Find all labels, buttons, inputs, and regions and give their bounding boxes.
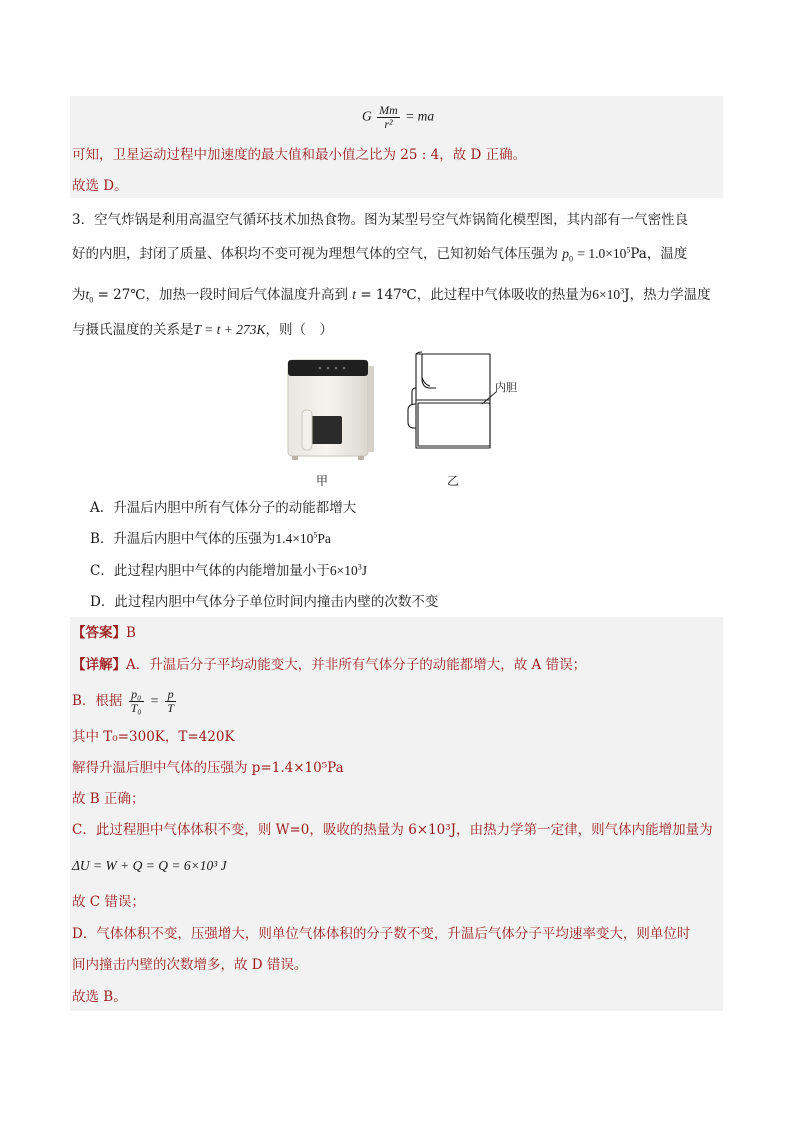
detail-d-line1: D．气体体积不变，压强增大，则单位气体体积的分子数不变，升温后气体分子平均速率变大，则单位时	[72, 926, 691, 942]
air-fryer-diagram	[400, 348, 540, 463]
answer-label: 【答案】	[72, 625, 126, 641]
option-d: D．此过程内胆中气体分子单位时间内撞击内壁的次数不变	[90, 594, 439, 610]
formula-num: Mm	[379, 103, 398, 117]
formula-g: G	[362, 108, 372, 124]
air-fryer-photo	[280, 352, 390, 467]
q3-t: t	[352, 287, 357, 302]
question-line-3	[72, 285, 711, 305]
top-conclusion: 可知，卫星运动过程中加速度的最大值和最小值之比为 25 : 4，故 D 正确。	[72, 147, 527, 163]
q2-unit: Pa，温度	[630, 246, 688, 262]
detail-b-intro: B．根据 $\frac{\text{p₀}}{\text{T₀}}$ = $\frac{p}{T}$	[72, 687, 174, 715]
q3-heat: $6\times 10^3$	[592, 286, 625, 302]
option-b-value: $1.4\times 10^5Pa$	[275, 530, 331, 546]
detail-b-conclusion: 故 B 正确；	[72, 791, 145, 807]
q3-value2: = 147℃，此过程中气体吸收的热量为	[360, 287, 593, 303]
formula-den: r²	[384, 117, 393, 131]
detail-a	[72, 655, 586, 675]
solution-shade-bottom	[70, 617, 723, 1011]
q3-value: = 27℃，加热一段时间后气体温度升高到	[97, 287, 348, 303]
top-choice: 故选 D。	[72, 178, 128, 194]
answer-value: B	[126, 625, 136, 641]
q2-p0: $p_0$	[562, 246, 574, 264]
detail-c-conclusion: 故 C 错误；	[72, 894, 145, 910]
option-b-text: B．升温后内胆中气体的压强为	[90, 531, 276, 547]
detail-a-text: A．升温后分子平均动能变大，并非所有气体分子的动能都增大，故 A 错误；	[126, 657, 587, 673]
option-c-text: C．此过程内胆中气体的内能增加量小于	[90, 563, 330, 579]
label-yi: 乙	[447, 474, 460, 488]
q4-text: 与摄氏温度的关系是	[72, 322, 194, 338]
option-b	[90, 529, 331, 549]
detail-final: 故选 B。	[72, 989, 127, 1005]
answer-line	[72, 623, 136, 643]
label-jia: 甲	[316, 474, 329, 488]
question-line-4	[72, 320, 333, 340]
question-line-2	[72, 244, 687, 264]
detail-d-line2: 间内撞击内壁的次数增多，故 D 错误。	[72, 957, 308, 973]
formula-fraction	[377, 104, 400, 131]
option-c-value: $6\times 10^3J$	[329, 562, 367, 578]
q3-text: 为	[72, 287, 86, 303]
detail-b-intro-text: B．根据	[72, 693, 123, 709]
q2-text: 好的内胆，封闭了质量、体积均不变可视为理想气体的空气，已知初始气体压强为	[72, 246, 558, 262]
gravity-formula	[362, 104, 434, 131]
detail-b-frac-left: $\frac{\text{p₀}}{\text{T₀}}$	[130, 687, 142, 715]
option-a: A．升温后内胆中所有气体分子的动能都增大	[90, 500, 357, 516]
q2-value: = $1.0\times 10^5$	[577, 245, 631, 261]
q4-formula: T = t + 273K	[193, 322, 266, 337]
detail-label: 【详解】	[72, 657, 126, 673]
q3-end: J，热力学温度	[624, 287, 711, 303]
detail-c-formula: ΔU = W + Q = Q = 6×10³ J	[72, 858, 227, 873]
detail-b-where: 其中 T₀=300K，T=420K	[72, 729, 235, 745]
option-c	[90, 561, 367, 581]
q3-t0: $t_0$	[85, 287, 94, 305]
formula-rhs: = ma	[405, 108, 435, 124]
question-line-1: 3．空气炸锅是利用高温空气循环技术加热食物。图为某型号空气炸锅简化模型图，其内部有一气密性良	[72, 212, 689, 228]
detail-b-result: 解得升温后胆中气体的压强为 p=1.4×10⁵Pa	[72, 760, 344, 776]
label-neidan: 内胆	[495, 381, 517, 394]
q4-end: ，则（ ）	[265, 322, 333, 338]
detail-c-line1: C．此过程胆中气体体积不变，则 W=0，吸收的热量为 6×10³J，由热力学第一定律，则气体内能增加量为	[72, 822, 713, 838]
detail-b-frac-right: $\frac{p}{T}$	[167, 687, 174, 715]
